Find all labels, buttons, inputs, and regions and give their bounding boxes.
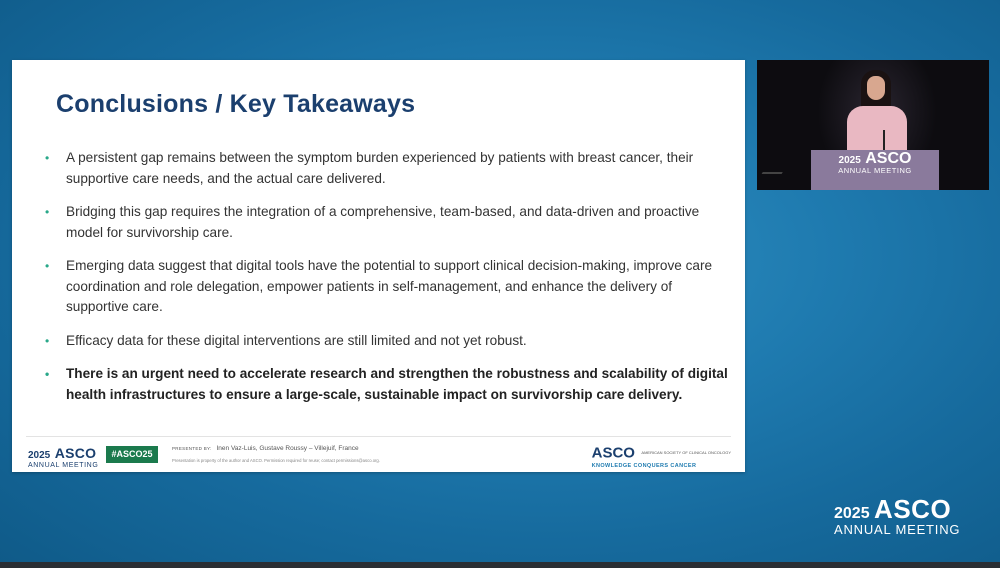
permission-note: Presentation is property of the author and ASCO. Permission required for reuse; contact permissions@asco.org. bbox=[172, 458, 380, 463]
bullet-dot-icon: • bbox=[45, 259, 50, 273]
brand-name: ASCO bbox=[874, 494, 952, 524]
bullet-dot-icon: • bbox=[45, 367, 50, 381]
hashtag-badge: #ASCO25 bbox=[106, 446, 158, 463]
footer-logo-sub: ANNUAL MEETING bbox=[28, 462, 99, 469]
bullet-dot-icon: • bbox=[45, 151, 50, 165]
presentation-slide bbox=[12, 60, 745, 472]
bullet-text: Emerging data suggest that digital tools have the potential to support clinical decision-making, improve care coordination and role delegation, empower patients in self-management, and enhance the delivery of supportive care. bbox=[66, 258, 713, 314]
brand-sub: ANNUAL MEETING bbox=[834, 522, 961, 537]
podium-year: 2025 bbox=[838, 155, 861, 166]
bullet-text: There is an urgent need to accelerate research and strengthen the robustness and scalability of digital health infrastructures to ensure a large-scale, sustainable impact on survivorship care delivery. bbox=[66, 366, 728, 402]
asco-society-logo bbox=[592, 444, 731, 469]
speaker-face bbox=[867, 76, 885, 100]
asco-tagline: KNOWLEDGE CONQUERS CANCER bbox=[591, 463, 697, 469]
bullet-dot-icon: • bbox=[45, 333, 50, 348]
bullet-dot-icon: • bbox=[45, 205, 50, 219]
podium-name: ASCO bbox=[865, 150, 912, 167]
bullet-item bbox=[42, 202, 732, 243]
presenter-credit bbox=[172, 445, 359, 452]
bullet-text: Efficacy data for these digital interventions are still limited and not yet robust. bbox=[66, 332, 527, 348]
brand-year: 2025 bbox=[834, 505, 870, 522]
footer-meeting-logo bbox=[28, 445, 98, 469]
bullet-item-emphasis bbox=[42, 364, 732, 405]
asco-society-name: AMERICAN SOCIETY OF CLINICAL ONCOLOGY bbox=[641, 450, 731, 456]
bullet-item bbox=[42, 256, 732, 318]
player-bottom-bar bbox=[0, 562, 1000, 568]
podium bbox=[811, 150, 939, 190]
bullet-item bbox=[42, 331, 732, 352]
presenter-name: Inen Vaz-Luis, Gustave Roussy – Villejuif, France bbox=[216, 445, 359, 452]
bullet-item bbox=[42, 148, 732, 189]
footer-logo-year: 2025 bbox=[28, 450, 51, 461]
speaker-video bbox=[757, 60, 989, 190]
stage-stand bbox=[757, 172, 783, 190]
bullet-list bbox=[42, 148, 732, 418]
bullet-text: A persistent gap remains between the symptom burden experienced by patients with breast cancer, their supportive care needs, and the actual care delivered. bbox=[66, 150, 694, 186]
microphone-icon bbox=[883, 130, 885, 150]
asco-wordmark: ASCO bbox=[591, 444, 635, 462]
bullet-text: Bridging this gap requires the integration of a comprehensive, team-based, and data-driven and proactive model for survivorship care. bbox=[66, 204, 700, 240]
footer-divider bbox=[26, 436, 731, 437]
podium-sub: ANNUAL MEETING bbox=[838, 166, 912, 175]
slide-footer bbox=[12, 436, 745, 472]
meeting-brand-logo bbox=[834, 494, 960, 537]
slide-title: Conclusions / Key Takeaways bbox=[56, 90, 416, 118]
presented-by-label: PRESENTED BY: bbox=[172, 446, 212, 451]
footer-logo-name: ASCO bbox=[54, 445, 97, 461]
